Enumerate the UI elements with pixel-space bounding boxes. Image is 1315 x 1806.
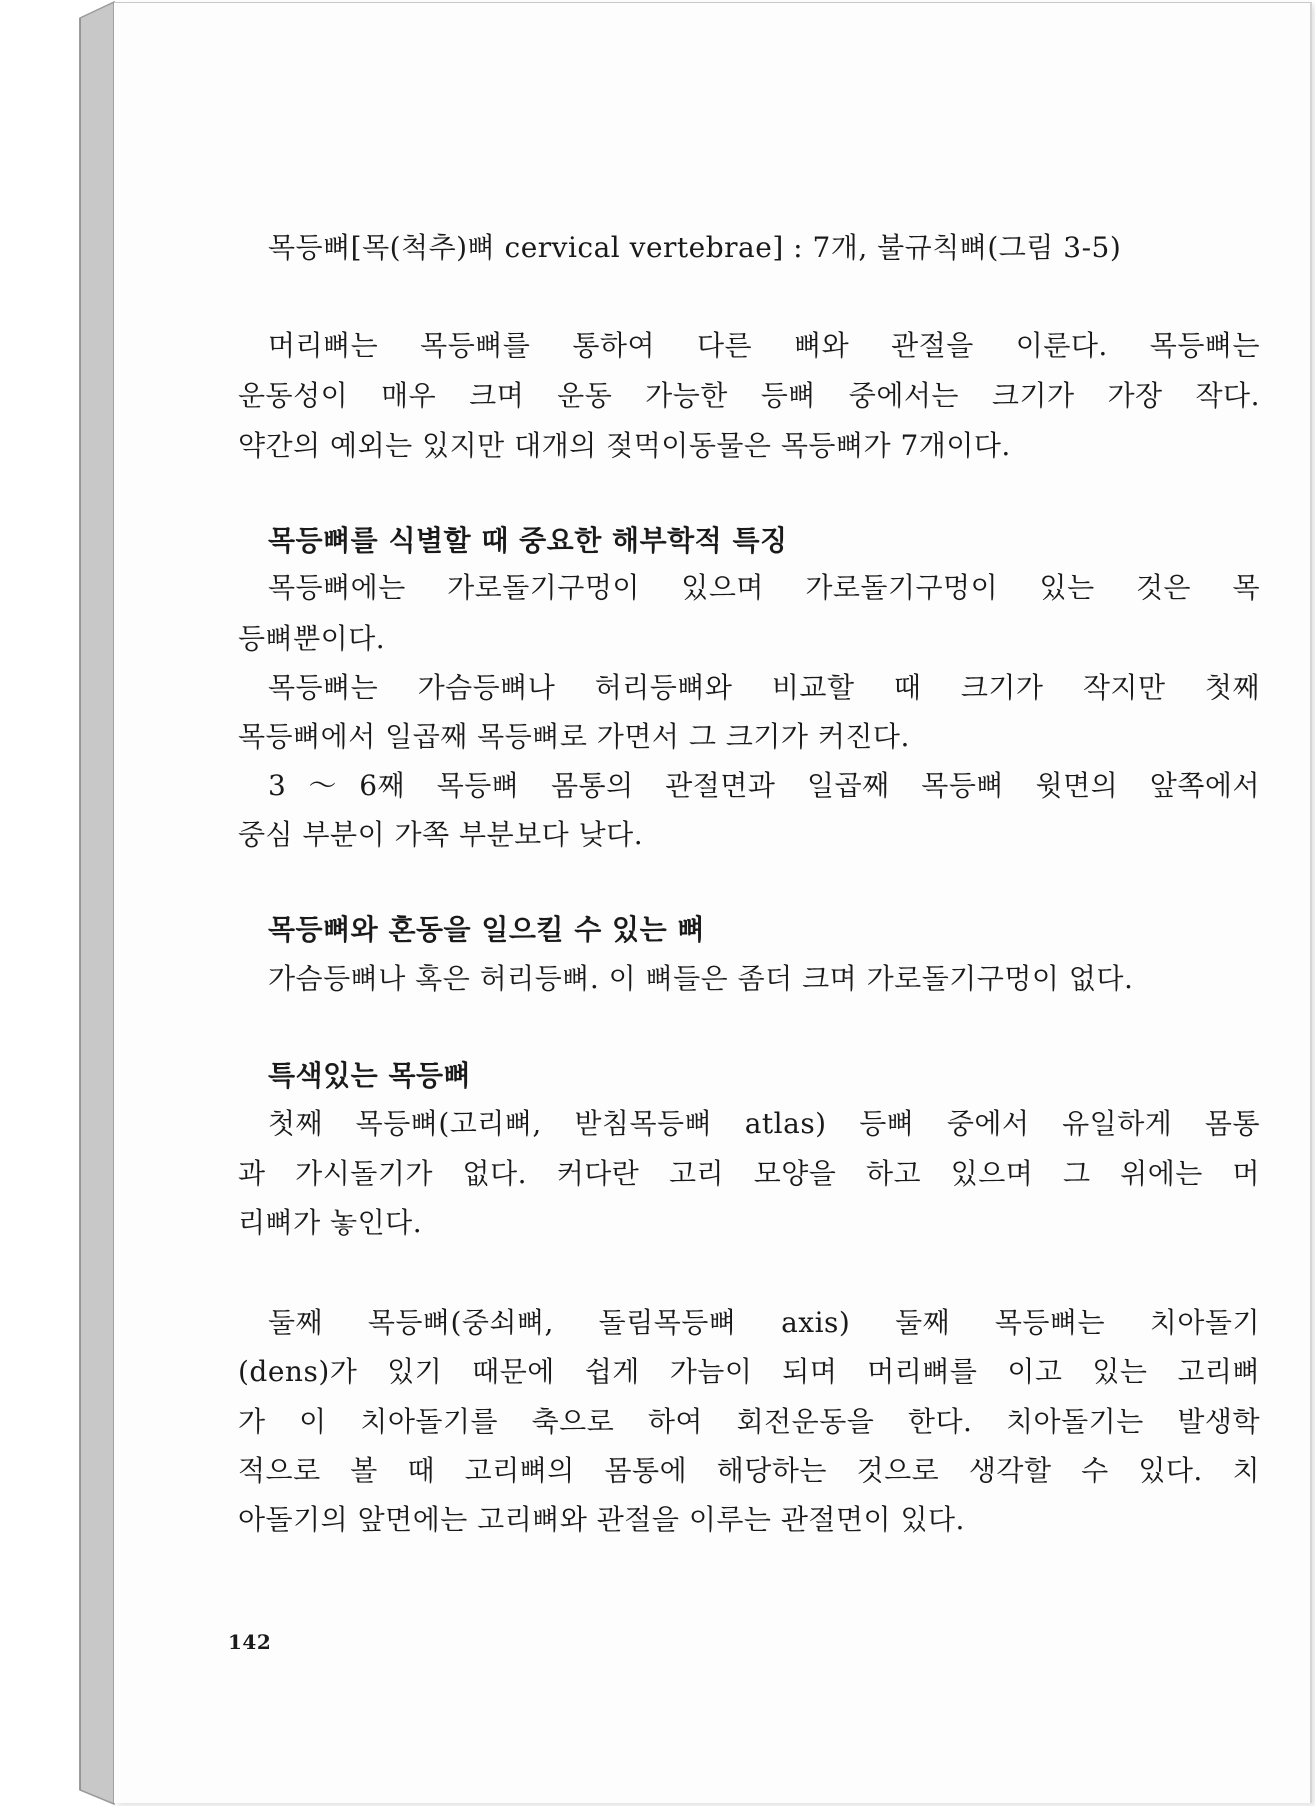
paragraph-line: 목등뼈는 가슴등뼈나 허리등뼈와 비교할 때 크기가 작지만 첫째 — [268, 671, 1260, 704]
paragraph-line: 운동성이 매우 크며 운동 가능한 등뼈 중에서는 크기가 가장 작다. — [238, 379, 1260, 412]
page-number: 142 — [228, 1630, 272, 1654]
paragraph-line: 가슴등뼈나 혹은 허리등뼈. 이 뼈들은 좀더 크며 가로돌기구멍이 없다. — [268, 962, 1134, 995]
section-heading: 특색있는 목등뼈 — [268, 1059, 472, 1092]
paragraph-line: 적으로 볼 때 고리뼈의 몸통에 해당하는 것으로 생각할 수 있다. 치 — [238, 1454, 1260, 1487]
paragraph-line: 목등뼈에는 가로돌기구멍이 있으며 가로돌기구멍이 있는 것은 목 — [268, 571, 1260, 604]
paragraph-line: 약간의 예외는 있지만 대개의 젖먹이동물은 목등뼈가 7개이다. — [238, 429, 1011, 462]
section-heading: 목등뼈를 식별할 때 중요한 해부학적 특징 — [268, 524, 788, 557]
book-page — [114, 2, 1312, 1803]
paragraph-line: 첫째 목등뼈(고리뼈, 받침목등뼈 atlas) 등뼈 중에서 유일하게 몸통 — [268, 1107, 1260, 1140]
paragraph-line: 목등뼈에서 일곱째 목등뼈로 가면서 그 크기가 커진다. — [238, 720, 910, 753]
paragraph-line: 과 가시돌기가 없다. 커다란 고리 모양을 하고 있으며 그 위에는 머 — [238, 1157, 1260, 1190]
paragraph-line: 둘째 목등뼈(중쇠뼈, 돌림목등뼈 axis) 둘째 목등뼈는 치아돌기 — [268, 1306, 1260, 1339]
paragraph-line: 가 이 치아돌기를 축으로 하여 회전운동을 한다. 치아돌기는 발생학 — [238, 1405, 1260, 1438]
paragraph-line: 중심 부분이 가쪽 부분보다 낮다. — [238, 818, 644, 851]
paragraph-line: 3～6째 목등뼈 몸통의 관절면과 일곱째 목등뼈 윗면의 앞쪽에서 — [268, 769, 1260, 802]
section-title: 목등뼈[목(척추)뼈 cervical vertebrae] : 7개, 불규칙뼈(그림 3-5) — [268, 231, 1122, 264]
section-heading: 목등뼈와 혼동을 일으킬 수 있는 뼈 — [268, 913, 705, 946]
paragraph-line: 머리뼈는 목등뼈를 통하여 다른 뼈와 관절을 이룬다. 목등뼈는 — [268, 329, 1260, 362]
paragraph-line: 등뼈뿐이다. — [238, 622, 386, 655]
paragraph-line: 리뼈가 놓인다. — [238, 1206, 423, 1239]
paragraph-line: 아돌기의 앞면에는 고리뼈와 관절을 이루는 관절면이 있다. — [238, 1503, 965, 1536]
paragraph-line: (dens)가 있기 때문에 쉽게 가늠이 되며 머리뼈를 이고 있는 고리뼈 — [238, 1355, 1260, 1388]
